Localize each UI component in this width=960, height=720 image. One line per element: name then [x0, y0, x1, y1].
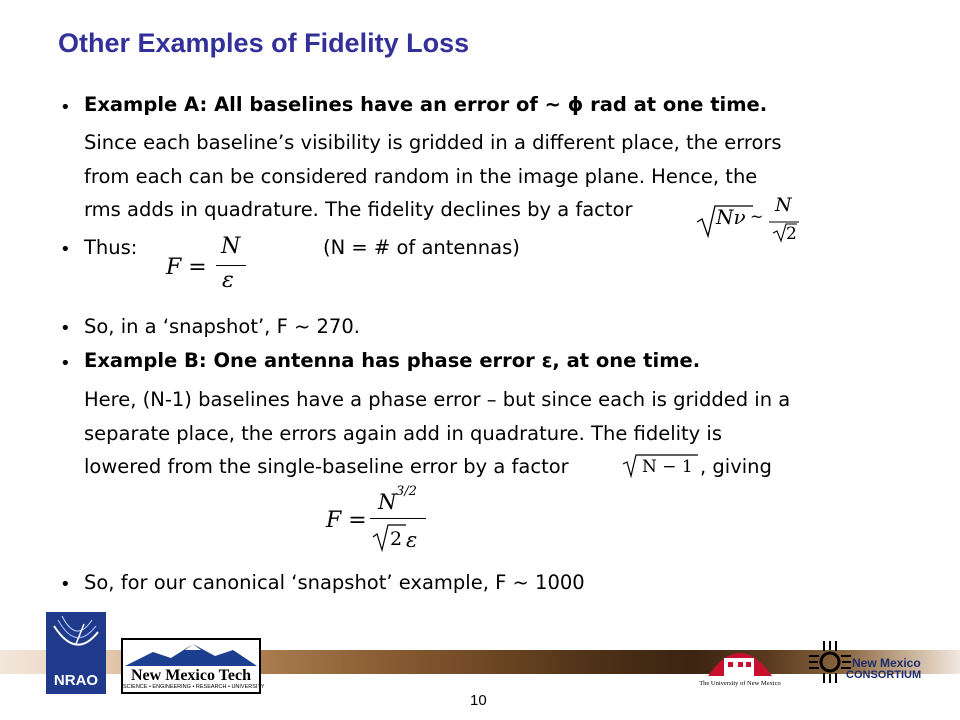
factor-a-tilde: ~ — [750, 207, 764, 226]
factor-a-denominator: 2 — [786, 224, 797, 244]
factor-a-radicand: Nν — [716, 205, 746, 229]
eq1-denominator: ε — [222, 268, 234, 293]
eq2-denominator-radicand: 2 — [390, 528, 403, 550]
snapshot-a: So, in a ‘snapshot’, F ~ 270. — [84, 315, 360, 338]
example-b-giving: , giving — [700, 455, 772, 478]
page-number: 10 — [470, 692, 487, 709]
snapshot-b: So, for our canonical ‘snapshot’ example, F ~ 1000 — [84, 571, 585, 594]
bullet-marker: • — [60, 353, 71, 374]
bullet-marker: • — [60, 318, 71, 339]
example-a-text-line: rms adds in quadrature. The fidelity declines by a factor — [84, 198, 633, 221]
nmc-line2: CONSORTIUM — [846, 669, 922, 681]
example-b-heading: Example B: One antenna has phase error ε, at one time. — [84, 349, 701, 372]
unm-building-icon — [700, 636, 780, 680]
example-a-heading: Example A: All baselines have an error of ~ ϕ rad at one time. — [84, 93, 768, 116]
thus-label: Thus: — [84, 236, 138, 259]
eq2-exponent: 3/2 — [396, 484, 417, 499]
example-b-text-line: Here, (N-1) baselines have a phase error – but since each is gridded in a — [84, 388, 791, 411]
eq2-denominator-eps: ε — [406, 528, 418, 552]
eq2-fraction-bar — [370, 518, 426, 519]
eq2-lhs: F = — [326, 508, 367, 533]
nrao-logo-text: NRAO — [53, 672, 99, 689]
eq2-numerator: N — [378, 490, 397, 514]
example-a-text-line: from each can be considered random in the image plane. Hence, the — [84, 165, 758, 188]
nmt-name: New Mexico Tech — [131, 667, 251, 684]
example-b-text-line: separate place, the errors again add in quadrature. The fidelity is — [84, 422, 722, 445]
nrao-logo — [46, 612, 106, 694]
unm-name: The University of New Mexico — [699, 680, 781, 687]
bullet-marker: • — [60, 97, 71, 118]
factor-a-numerator: N — [775, 194, 792, 216]
page-title: Other Examples of Fidelity Loss — [58, 28, 470, 58]
mountain-icon — [123, 642, 259, 668]
thus-note: (N = # of antennas) — [323, 236, 520, 259]
nmt-tagline: SCIENCE • ENGINEERING • RESEARCH • UNIVERSITY — [123, 684, 265, 690]
eq1-fraction-bar — [216, 265, 246, 266]
eq1-lhs: F = — [166, 255, 207, 280]
example-b-text-line: lowered from the single-baseline error by a factor — [84, 455, 569, 478]
nrao-dish-icon — [46, 612, 106, 672]
new-mexico-tech-logo — [121, 638, 265, 694]
factor-b-radicand: N − 1 — [642, 457, 693, 477]
bullet-marker: • — [60, 574, 71, 595]
nmc-line1: New Mexico — [852, 656, 921, 670]
example-a-text-line: Since each baseline’s visibility is gridded in a different place, the errors — [84, 131, 782, 154]
nm-consortium-logo — [808, 638, 948, 688]
eq1-numerator: N — [221, 234, 241, 259]
bullet-marker: • — [60, 239, 71, 260]
unm-logo — [700, 636, 780, 696]
